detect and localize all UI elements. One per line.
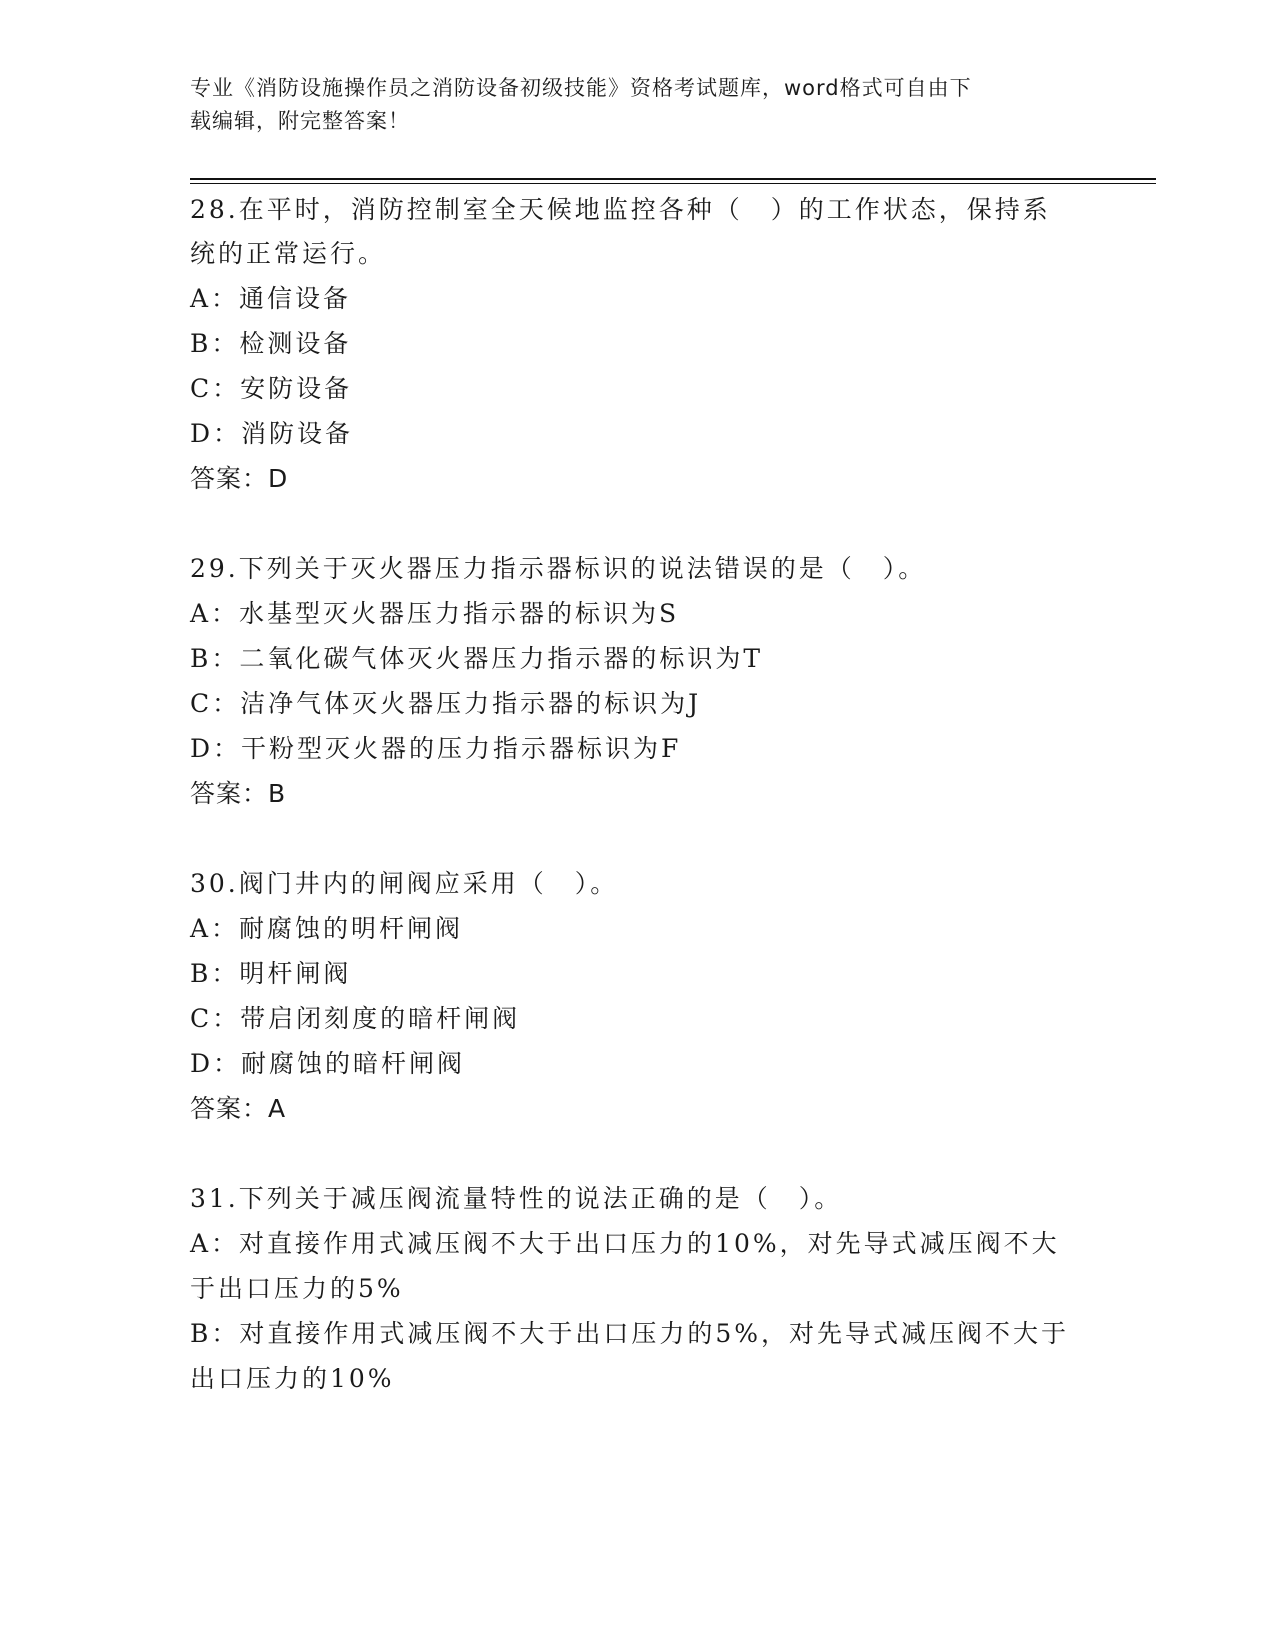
answer-line: 答案：D [190, 464, 289, 493]
question-30 [190, 862, 1090, 1132]
option-d: D：耐腐蚀的暗杆闸阀 [190, 1049, 466, 1078]
answer-line: 答案：B [190, 779, 287, 808]
question-stem: 28.在平时，消防控制室全天候地监控各种（ ）的工作状态，保持系 [190, 195, 1051, 224]
question-stem: 30.阀门井内的闸阀应采用（ ）。 [190, 869, 619, 898]
option-b: B：明杆闸阀 [190, 959, 352, 988]
question-31 [190, 1177, 1090, 1401]
question-29 [190, 547, 1090, 817]
option-a: A：通信设备 [190, 284, 352, 313]
option-c: C：带启闭刻度的暗杆闸阀 [190, 1004, 521, 1033]
header-divider-thin [190, 183, 1156, 184]
option-d: D：消防设备 [190, 419, 354, 448]
question-stem-continued: 统的正常运行。 [190, 239, 387, 268]
option-a-continued: 于出口压力的5% [190, 1274, 404, 1303]
question-spacer [190, 1132, 1090, 1177]
question-spacer [190, 502, 1090, 547]
option-b: B：对直接作用式减压阀不大于出口压力的5%，对先导式减压阀不大于 [190, 1319, 1070, 1348]
header-line-1: 专业《消防设施操作员之消防设备初级技能》资格考试题库，word格式可自由下 [190, 76, 972, 100]
option-a: A：对直接作用式减压阀不大于出口压力的10%，对先导式减压阀不大 [190, 1229, 1060, 1258]
header-divider-thick [190, 178, 1156, 180]
question-list [190, 188, 1090, 1401]
document-header [190, 72, 1090, 138]
header-line-2: 载编辑，附完整答案！ [190, 109, 410, 133]
option-a: A：水基型灭火器压力指示器的标识为S [190, 599, 680, 628]
option-b: B：检测设备 [190, 329, 352, 358]
question-stem: 31.下列关于减压阀流量特性的说法正确的是（ ）。 [190, 1184, 843, 1213]
option-a: A：耐腐蚀的明杆闸阀 [190, 914, 464, 943]
option-c: C：安防设备 [190, 374, 353, 403]
question-stem: 29.下列关于灭火器压力指示器标识的说法错误的是（ ）。 [190, 554, 927, 583]
question-spacer [190, 817, 1090, 862]
question-28 [190, 188, 1090, 502]
option-d: D：干粉型灭火器的压力指示器标识为F [190, 734, 682, 763]
option-b: B：二氧化碳气体灭火器压力指示器的标识为T [190, 644, 764, 673]
option-c: C：洁净气体灭火器压力指示器的标识为J [190, 689, 702, 718]
answer-line: 答案：A [190, 1094, 287, 1123]
option-b-continued: 出口压力的10% [190, 1364, 395, 1393]
